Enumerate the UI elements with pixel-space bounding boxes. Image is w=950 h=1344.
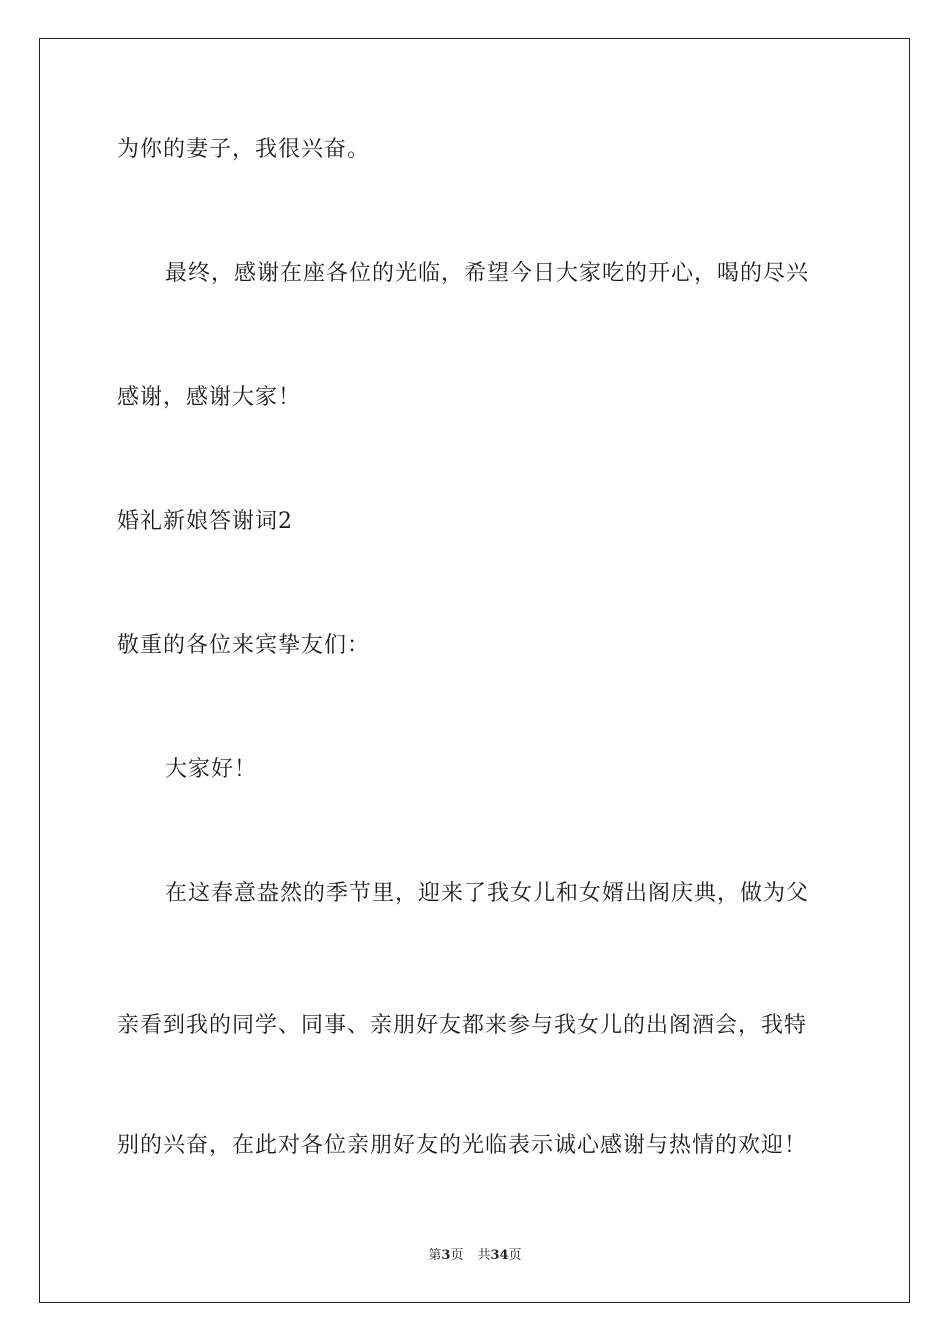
footer-total-suffix: 页 xyxy=(508,1248,522,1263)
paragraph-line-9: 别的兴奋，在此对各位亲朋好友的光临表示诚心感谢与热情的欢迎！ xyxy=(117,1133,808,1158)
paragraph-line-1: 为你的妻子，我很兴奋。 xyxy=(117,137,371,162)
page-frame xyxy=(39,38,910,1303)
page-footer xyxy=(0,1247,950,1265)
footer-page-suffix: 页 xyxy=(450,1248,464,1263)
paragraph-line-7: 在这春意盎然的季节里，迎来了我女儿和女婿出阁庆典，做为父 xyxy=(165,881,810,906)
footer-page-number: 3 xyxy=(441,1248,451,1263)
footer-total-prefix: 共 xyxy=(477,1248,491,1263)
paragraph-line-2: 最终，感谢在座各位的光临，希望今日大家吃的开心，喝的尽兴 xyxy=(165,261,810,286)
footer-page-prefix: 第 xyxy=(428,1248,442,1263)
paragraph-line-3: 感谢，感谢大家！ xyxy=(117,385,302,410)
section-heading: 婚礼新娘答谢词2 xyxy=(117,509,293,534)
paragraph-line-8: 亲看到我的同学、同事、亲朋好友都来参与我女儿的出阁酒会，我特 xyxy=(117,1013,808,1038)
greeting-line: 大家好！ xyxy=(165,757,258,782)
footer-total-pages: 34 xyxy=(490,1248,509,1263)
salutation-line: 敬重的各位来宾挚友们： xyxy=(117,633,371,658)
